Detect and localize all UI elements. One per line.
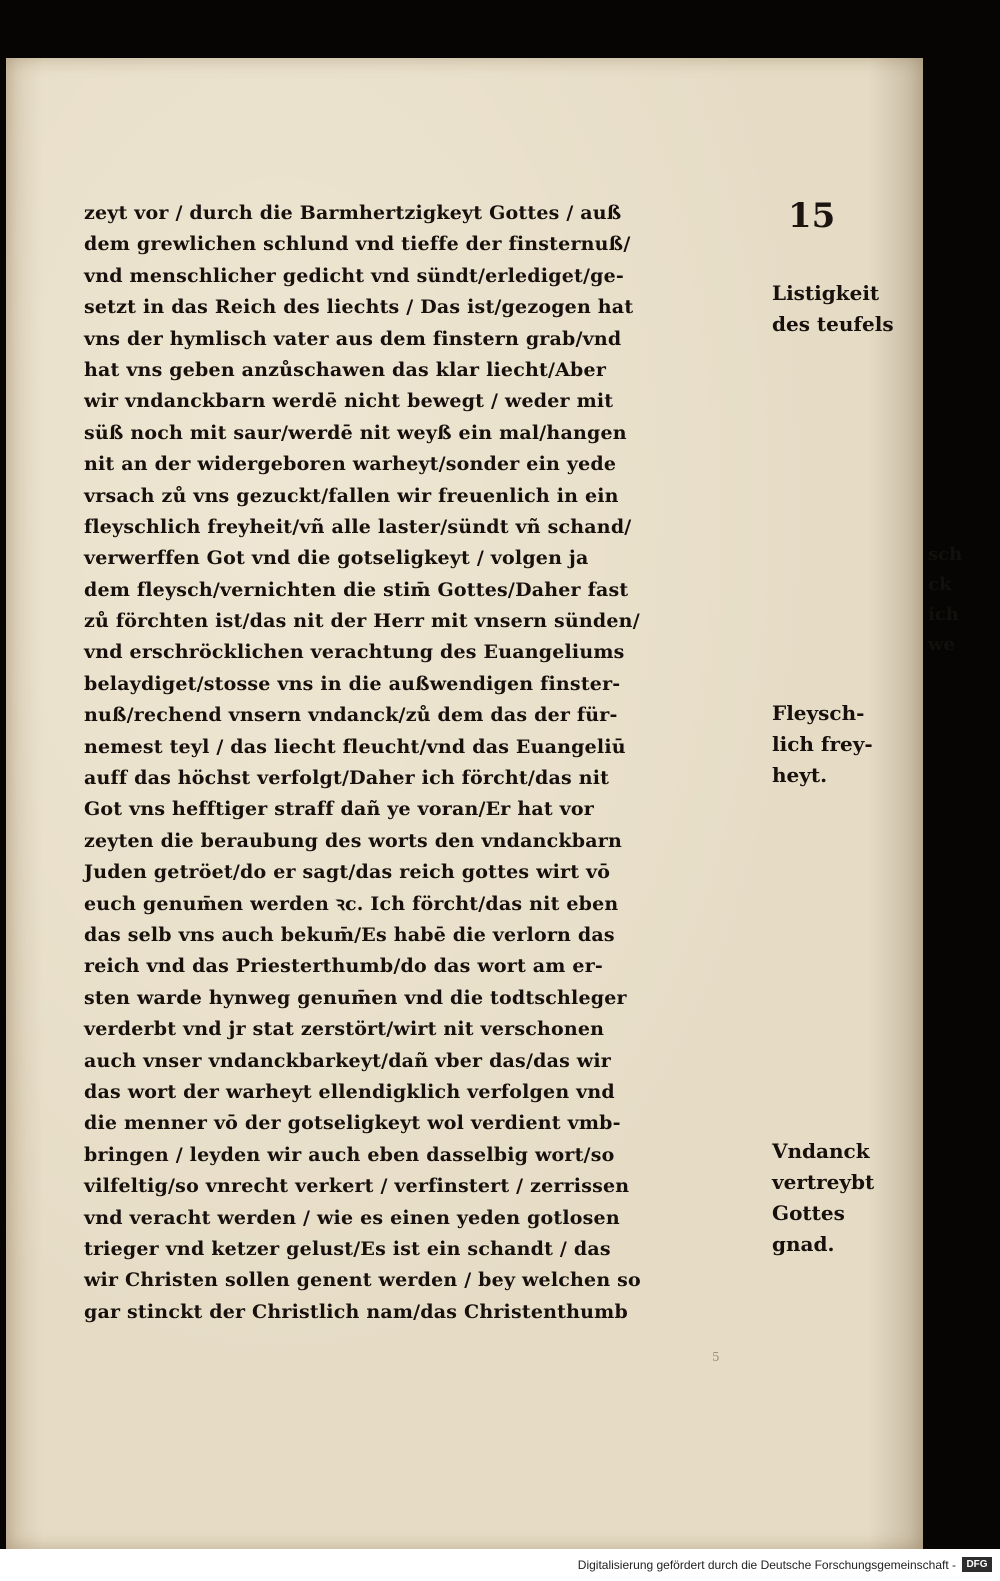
text-line: bringen / leyden wir auch eben dasselbig wort/so [84, 1143, 615, 1166]
marginal-note-line: gnad. [772, 1232, 835, 1256]
text-line: vilfeltig/so vnrecht verkert / verfinstert / zerrissen [84, 1175, 630, 1198]
marginal-note-line: lich frey- [772, 732, 873, 756]
text-line: nuß/rechend vnsern vndanck/zů dem das der für- [84, 704, 618, 727]
text-line: auch vnser vndanckbarkeyt/dañ vber das/das wir [84, 1049, 611, 1072]
text-line: die menner vō der gotseligkeyt wol verdient vmb- [84, 1112, 621, 1135]
text-line: vns der hymlisch vater aus dem finstern grab/vnd [84, 327, 622, 350]
text-line: gar stinckt der Christlich nam/das Christenthumb [84, 1300, 628, 1323]
text-line: nit an der widergeboren warheyt/sonder ein yede [84, 453, 617, 476]
text-line: verderbt vnd jr stat zerstört/wirt nit verschonen [84, 1018, 605, 1041]
text-line: zů förchten ist/das nit der Herr mit vnsern sünden/ [84, 610, 640, 633]
text-line: Juden getröet/do er sagt/das reich gottes wirt vō [84, 861, 611, 884]
marginal-note-line: Gottes [772, 1201, 845, 1225]
text-line: setzt in das Reich des liechts / Das ist/gezogen hat [84, 296, 634, 319]
text-line: das wort der warheyt ellendigklich verfolgen vnd [84, 1080, 615, 1103]
text-line: verwerffen Got vnd die gotseligkeyt / volgen ja [84, 547, 589, 570]
text-line: vnd erschröcklichen verachtung des Euangeliums [84, 641, 625, 664]
text-line: zeyten die beraubung des worts den vndanckbarn [84, 829, 622, 852]
text-line: zeyt vor / durch die Barmhertzigkeyt Gottes / auß [84, 202, 622, 224]
marginal-note-fleyschlich [772, 698, 922, 791]
text-line: belaydiget/stosse vns in die außwendigen finster- [84, 672, 621, 695]
text-line: fleyschlich freyheit/vñ alle laster/sündt vñ schand/ [84, 515, 632, 538]
text-line: hat vns geben anzůschawen das klar liecht/Aber [84, 358, 607, 381]
text-line: vrsach zů vns gezuckt/fallen wir freuenlich in ein [84, 484, 619, 507]
text-line: vnd veracht werden / wie es einen yeden gotlosen [84, 1206, 620, 1229]
text-line: nemest teyl / das liecht fleucht/vnd das Euangeliū [84, 735, 626, 758]
signature-mark: 5 [712, 1350, 720, 1364]
text-line: süß noch mit saur/werdē nit weyß ein mal/hangen [84, 421, 627, 444]
text-line: auff das höchst verfolgt/Daher ich förcht/das nit [84, 767, 610, 790]
text-line: trieger vnd ketzer gelust/Es ist ein schandt / das [84, 1237, 611, 1260]
text-line: reich vnd das Priesterthumb/do das wort am er- [84, 955, 604, 978]
dfg-logo: DFG [962, 1557, 992, 1572]
footer-bar [0, 1549, 1000, 1581]
funding-credit: Digitalisierung gefördert durch die Deutsche Forschungsgemeinschaft - [577, 1558, 956, 1572]
text-line: Got vns hefftiger straff dañ ye voran/Er hat vor [84, 798, 594, 821]
text-line: sten warde hynweg genum̄en vnd die todtschleger [84, 986, 627, 1009]
text-line: dem fleysch/vernichten die stim̄ Gottes/Daher fast [84, 578, 629, 601]
book-page [6, 58, 923, 1549]
page-number: 15 [788, 196, 836, 236]
text-line: das selb vns auch bekum̄/Es habē die verlorn das [84, 923, 615, 946]
marginal-note-line: Listigkeit [772, 281, 880, 305]
body-text [84, 198, 759, 1328]
bleed-through-text: sch ck ich we [928, 544, 963, 655]
marginal-note-line: vertreybt [772, 1170, 875, 1194]
marginal-note-line: Fleysch- [772, 701, 865, 725]
marginal-note-line: Vndanck [772, 1139, 870, 1163]
marginal-note-line: des teufels [772, 312, 894, 336]
marginal-note-line: heyt. [772, 763, 828, 787]
text-line: euch genum̄en werden ꝛc. Ich förcht/das nit eben [84, 892, 619, 915]
text-line: vnd menschlicher gedicht vnd sündt/erlediget/ge- [84, 264, 624, 287]
marginal-note-listigkeit [772, 278, 922, 340]
text-line: wir vndanckbarn werdē nicht bewegt / weder mit [84, 390, 614, 413]
marginal-note-vndanck [772, 1136, 922, 1260]
text-line: dem grewlichen schlund vnd tieffe der finsternuß/ [84, 233, 631, 256]
text-line: wir Christen sollen genent werden / bey welchen so [84, 1269, 641, 1292]
